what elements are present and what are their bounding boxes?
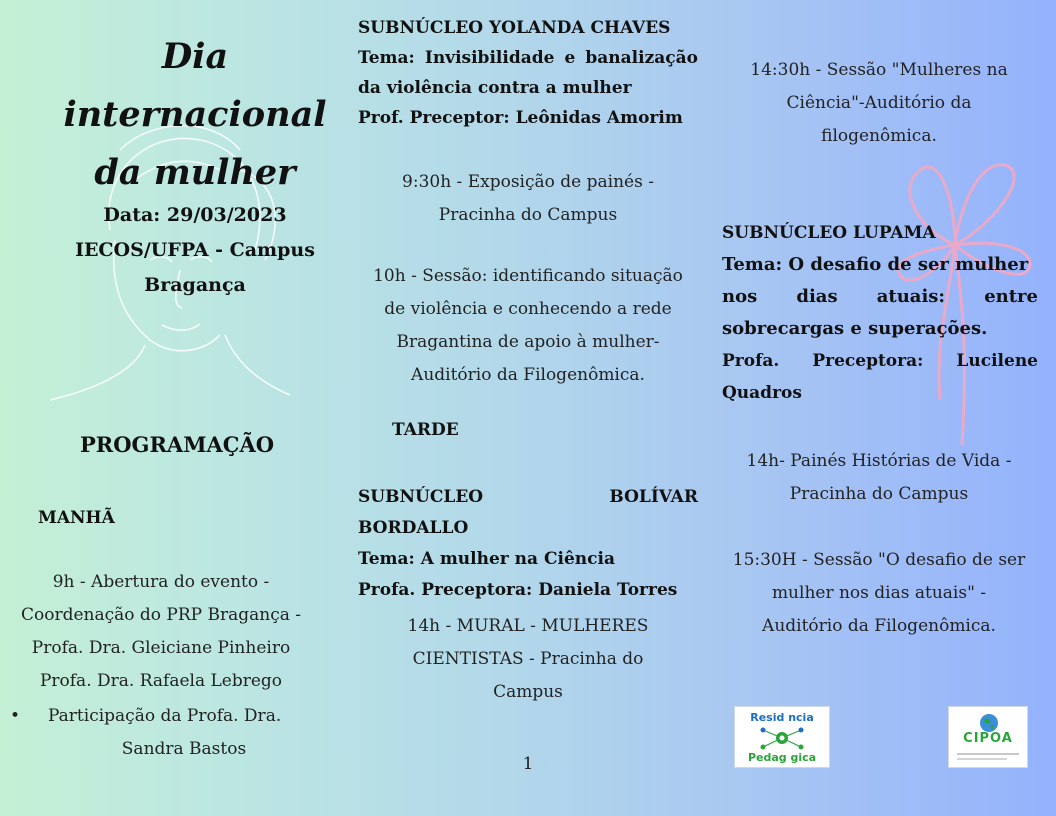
logo-subtitle-line [957, 758, 1007, 760]
subnucleo-bolivar-title-line-1 [358, 482, 698, 513]
session-desafio [718, 544, 1040, 643]
session-line: Ciência"-Auditório da [786, 93, 972, 113]
subnucleo-yolanda-block [358, 13, 698, 133]
session-line: 14:30h - Sessão "Mulheres na [750, 60, 1008, 80]
session-line: 15:30H - Sessão "O desafio de ser [732, 550, 1026, 570]
logo-bottom-text: Pedag gica [747, 751, 817, 764]
morning-line: 9h - Abertura do evento - [52, 572, 270, 592]
tema-word: e [564, 48, 576, 68]
session-line: mulher nos dias atuais" - [771, 583, 987, 603]
tarde-heading: TARDE [392, 420, 459, 440]
session-line: 14h- Painés Histórias de Vida - [746, 451, 1012, 471]
event-date: Data: 29/03/2023 [103, 204, 287, 226]
logo-top-text: Resid ncia [750, 711, 814, 724]
subnucleo-yolanda-tema-line-2: da violência contra a mulher [358, 78, 632, 98]
session-line: Bragantina de apoio à mulher- [396, 332, 660, 352]
morning-program [0, 566, 322, 698]
title-line-2: internacional [63, 94, 327, 135]
subnucleo-bolivar-tema: Tema: A mulher na Ciência [358, 549, 615, 569]
page-number: 1 [522, 754, 534, 774]
title-word: BOLÍVAR [609, 487, 698, 507]
subnucleo-yolanda-title: SUBNÚCLEO YOLANDA CHAVES [358, 18, 671, 38]
subnucleo-bolivar-title-line-2: BORDALLO [358, 518, 469, 538]
residencia-pedagogica-logo [734, 706, 830, 768]
session-line: 10h - Sessão: identificando situação [373, 266, 683, 286]
logo-text: CIPOA [963, 731, 1013, 746]
session-line: Pracinha do Campus [438, 205, 618, 225]
manha-heading: MANHÃ [38, 508, 115, 528]
event-details [40, 198, 350, 303]
event-venue-line-1: IECOS/UFPA - Campus [75, 239, 315, 261]
session-violencia [358, 260, 698, 392]
session-line: 14h - MURAL - MULHERES [407, 616, 649, 636]
subnucleo-lupama-preceptora-line-2: Quadros [722, 383, 802, 403]
event-title [40, 28, 350, 202]
session-line: Auditório da Filogenômica. [762, 616, 996, 636]
event-venue-line-2: Bragança [144, 274, 246, 296]
session-line: Auditório da Filogenômica. [411, 365, 645, 385]
globe-icon [979, 713, 999, 733]
session-exposicao [358, 166, 698, 232]
bullet-dot-icon: • [10, 706, 21, 726]
session-mulheres-ciencia [718, 54, 1040, 153]
bullet-line-1: Participação da Profa. Dra. [48, 706, 282, 726]
title-line-3: da mulher [94, 152, 296, 193]
tema-word: Invisibilidade [424, 48, 555, 68]
tema-word: dias [796, 286, 838, 307]
session-line: filogenômica. [821, 126, 937, 146]
bullet-line-2: Sandra Bastos [121, 739, 247, 759]
subnucleo-lupama-preceptora-line-1 [722, 345, 1038, 377]
network-icon [757, 725, 807, 751]
title-line-1: Dia [161, 36, 229, 77]
subnucleo-bolivar-block [358, 482, 698, 606]
session-historias-vida [718, 445, 1040, 511]
session-line: Pracinha do Campus [789, 484, 969, 504]
session-line: de violência e conhecendo a rede [384, 299, 672, 319]
bullet-item [10, 700, 320, 766]
cipoa-logo [948, 706, 1028, 768]
subnucleo-lupama-tema-line-1: Tema: O desafio de ser mulher [722, 254, 1029, 275]
tema-word: banalização [585, 48, 698, 68]
session-line: 9:30h - Exposição de painés - [402, 172, 654, 192]
morning-line: Coordenação do PRP Bragança - [20, 605, 302, 625]
subnucleo-lupama-tema-line-3: sobrecargas e superações. [722, 318, 988, 339]
session-line: CIENTISTAS - Pracinha do [412, 649, 644, 669]
tema-word: entre [984, 286, 1038, 307]
subnucleo-lupama-block [722, 217, 1038, 409]
subnucleo-lupama-title: SUBNÚCLEO LUPAMA [722, 223, 936, 243]
programacao-heading: PROGRAMAÇÃO [80, 432, 275, 457]
prof-word: Lucilene [956, 351, 1038, 371]
subnucleo-bolivar-preceptora: Profa. Preceptora: Daniela Torres [358, 580, 678, 600]
title-word: SUBNÚCLEO [358, 487, 484, 507]
subnucleo-yolanda-tema-line-1 [358, 43, 698, 73]
morning-line: Profa. Dra. Gleiciane Pinheiro [31, 638, 291, 658]
subnucleo-lupama-tema-line-2 [722, 281, 1038, 313]
morning-line: Profa. Dra. Rafaela Lebrego [39, 671, 283, 691]
subnucleo-yolanda-preceptor: Prof. Preceptor: Leônidas Amorim [358, 108, 683, 128]
prof-word: Profa. [722, 351, 780, 371]
session-mural [358, 610, 698, 709]
logo-subtitle-line [957, 753, 1019, 755]
tema-word: nos [722, 286, 758, 307]
session-line: Campus [493, 682, 563, 702]
prof-word: Preceptora: [812, 351, 924, 371]
tema-word: atuais: [876, 286, 946, 307]
tema-word: Tema: [358, 48, 415, 68]
